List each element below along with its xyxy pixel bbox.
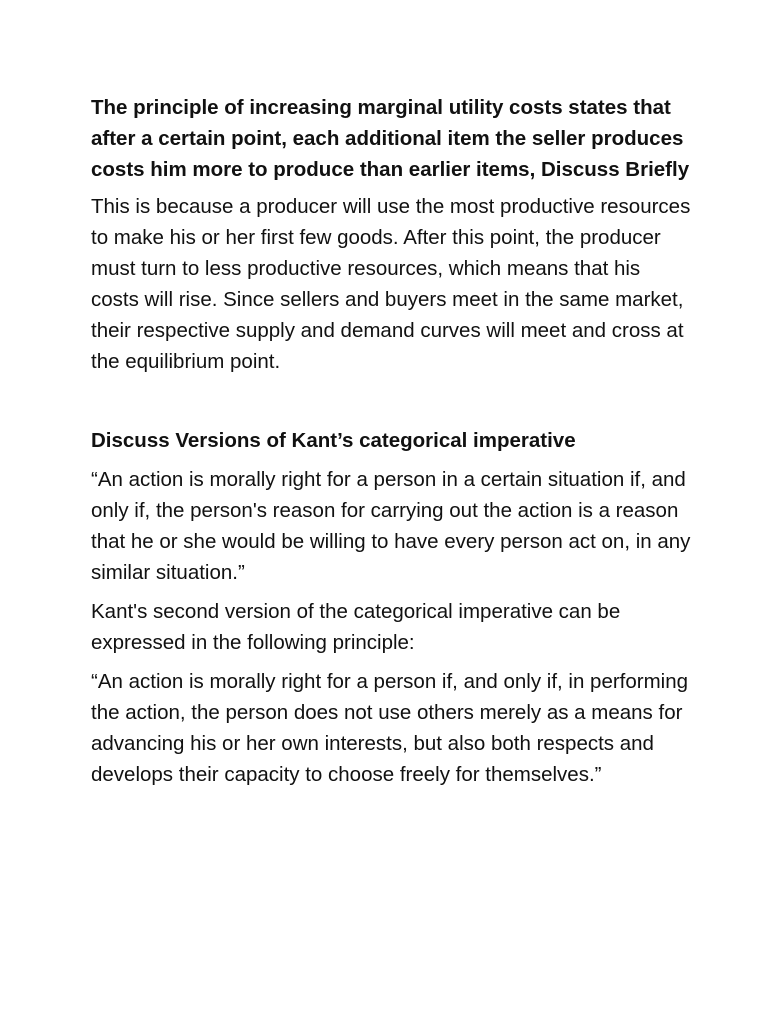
kant-second-version-intro: Kant's second version of the categorical imperative can be expressed in the following principle: xyxy=(91,600,621,654)
document-page xyxy=(91,92,691,790)
answer-paragraph-marginal-utility: This is because a producer will use the most productive resources to make his or her first few goods. After this point, the producer must turn to less productive resources, which means that his costs will rise. Since sellers and buyers meet in the same market, their respective supply and demand curves will meet and cross at the equilibrium point. xyxy=(91,195,691,373)
kant-second-version-quote: “An action is morally right for a person if, and only if, in performing the action, the person does not use others merely as a means for advancing his or her own interests, but also both respects and develops their capacity to choose freely for themselves.” xyxy=(91,670,689,786)
question-heading-marginal-utility: The principle of increasing marginal utility costs states that after a certain point, each additional item the seller produces costs him more to produce than earlier items, Discuss Briefly xyxy=(91,96,690,181)
kant-first-version-quote: “An action is morally right for a person in a certain situation if, and only if, the person's reason for carrying out the action is a reason that he or she would be willing to have every person act on, in any similar situation.” xyxy=(91,468,691,584)
question-heading-kant: Discuss Versions of Kant’s categorical imperative xyxy=(91,429,576,452)
